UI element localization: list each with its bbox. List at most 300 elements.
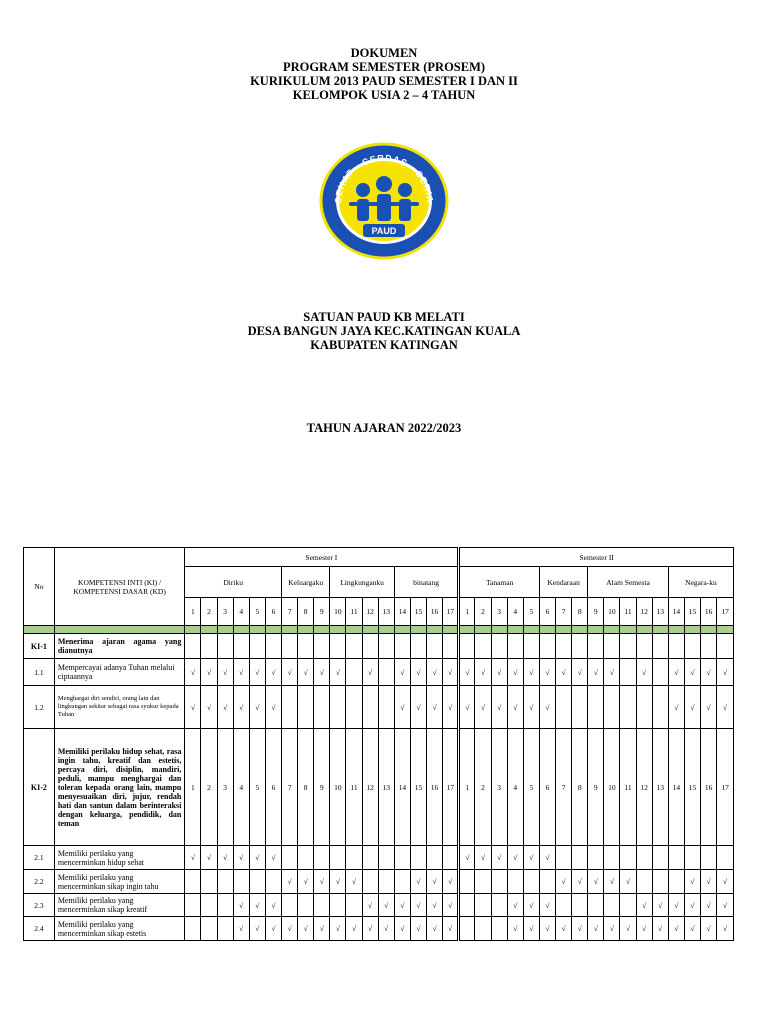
week-number: 11	[346, 729, 362, 846]
empty-cell	[491, 634, 507, 659]
check-mark: √	[217, 686, 233, 729]
separator-cell	[475, 626, 491, 634]
empty-cell	[620, 846, 636, 870]
week-number: 14	[668, 729, 684, 846]
check-mark: √	[346, 870, 362, 894]
check-mark: √	[314, 659, 330, 686]
check-mark: √	[410, 870, 426, 894]
empty-cell	[265, 870, 281, 894]
check-mark: √	[588, 917, 604, 941]
week-number: 17	[717, 598, 734, 626]
check-mark: √	[378, 894, 394, 917]
separator-cell	[427, 626, 443, 634]
empty-cell	[717, 634, 734, 659]
empty-cell	[491, 917, 507, 941]
empty-cell	[378, 659, 394, 686]
empty-cell	[539, 870, 555, 894]
empty-cell	[523, 634, 539, 659]
check-mark: √	[330, 917, 346, 941]
table-row	[24, 846, 734, 870]
check-mark: √	[427, 917, 443, 941]
table-row	[24, 917, 734, 941]
empty-cell	[217, 894, 233, 917]
check-mark: √	[394, 659, 410, 686]
separator-cell	[249, 626, 265, 634]
check-mark: √	[507, 686, 523, 729]
institution-line: SATUAN PAUD KB MELATI	[303, 310, 465, 324]
week-number: 12	[636, 598, 652, 626]
week-number: 14	[394, 729, 410, 846]
empty-cell	[572, 846, 588, 870]
empty-cell	[394, 634, 410, 659]
check-mark: √	[249, 917, 265, 941]
table-row	[24, 729, 734, 846]
check-mark: √	[265, 894, 281, 917]
check-mark: √	[507, 846, 523, 870]
check-mark: √	[249, 659, 265, 686]
week-number: 9	[588, 598, 604, 626]
week-number: 10	[330, 598, 346, 626]
check-mark: √	[539, 894, 555, 917]
empty-cell	[282, 686, 298, 729]
empty-cell	[314, 634, 330, 659]
institution-line: DESA BANGUN JAYA KEC.KATINGAN KUALA	[247, 324, 521, 338]
empty-cell	[346, 894, 362, 917]
empty-cell	[636, 634, 652, 659]
separator-cell	[54, 626, 185, 634]
empty-cell	[604, 634, 620, 659]
check-mark: √	[410, 894, 426, 917]
separator-cell	[717, 626, 734, 634]
week-number: 4	[233, 598, 249, 626]
check-mark: √	[410, 917, 426, 941]
separator-cell	[233, 626, 249, 634]
empty-cell	[588, 634, 604, 659]
week-number: 5	[523, 729, 539, 846]
row-number: 1.1	[24, 659, 55, 686]
separator-cell	[265, 626, 281, 634]
empty-cell	[556, 894, 572, 917]
check-mark: √	[475, 659, 491, 686]
theme-header: Diriku	[185, 567, 282, 598]
check-mark: √	[185, 686, 201, 729]
empty-cell	[314, 894, 330, 917]
week-number: 11	[620, 729, 636, 846]
week-number: 2	[475, 598, 491, 626]
separator-cell	[588, 626, 604, 634]
empty-cell	[604, 894, 620, 917]
empty-cell	[475, 894, 491, 917]
empty-cell	[588, 894, 604, 917]
check-mark: √	[668, 917, 684, 941]
check-mark: √	[427, 659, 443, 686]
col-no-header: No	[24, 548, 55, 626]
week-number: 5	[523, 598, 539, 626]
week-number: 12	[636, 729, 652, 846]
competency-text: Memiliki perilaku yang mencerminkan sikap ingin tahu	[54, 870, 185, 894]
week-number: 10	[604, 598, 620, 626]
week-number: 5	[249, 729, 265, 846]
separator-cell	[298, 626, 314, 634]
check-mark: √	[507, 917, 523, 941]
empty-cell	[668, 870, 684, 894]
separator-cell	[507, 626, 523, 634]
week-number: 15	[684, 729, 700, 846]
check-mark: √	[668, 894, 684, 917]
week-number: 16	[701, 729, 717, 846]
week-number: 1	[185, 598, 201, 626]
check-mark: √	[717, 894, 734, 917]
check-mark: √	[556, 917, 572, 941]
separator-row	[24, 626, 734, 634]
empty-cell	[282, 846, 298, 870]
check-mark: √	[265, 659, 281, 686]
empty-cell	[298, 634, 314, 659]
competency-text: Memiliki perilaku yang mencerminkan hidup sehat	[54, 846, 185, 870]
check-mark: √	[556, 870, 572, 894]
check-mark: √	[185, 846, 201, 870]
check-mark: √	[572, 870, 588, 894]
week-number: 16	[701, 598, 717, 626]
check-mark: √	[652, 894, 668, 917]
check-mark: √	[330, 870, 346, 894]
check-mark: √	[249, 846, 265, 870]
check-mark: √	[346, 917, 362, 941]
week-number: 10	[604, 729, 620, 846]
check-mark: √	[443, 686, 459, 729]
empty-cell	[298, 846, 314, 870]
empty-cell	[346, 846, 362, 870]
check-mark: √	[282, 659, 298, 686]
institution-block	[0, 310, 768, 352]
empty-cell	[185, 917, 201, 941]
check-mark: √	[314, 870, 330, 894]
check-mark: √	[636, 917, 652, 941]
separator-cell	[201, 626, 217, 634]
row-number: 2.3	[24, 894, 55, 917]
separator-cell	[362, 626, 378, 634]
check-mark: √	[201, 659, 217, 686]
check-mark: √	[443, 917, 459, 941]
empty-cell	[362, 686, 378, 729]
check-mark: √	[298, 870, 314, 894]
separator-cell	[410, 626, 426, 634]
competency-text: Menerima ajaran agama yang dianutnya	[54, 634, 185, 659]
check-mark: √	[523, 846, 539, 870]
empty-cell	[427, 634, 443, 659]
empty-cell	[362, 634, 378, 659]
check-mark: √	[684, 659, 700, 686]
check-mark: √	[668, 659, 684, 686]
check-mark: √	[475, 846, 491, 870]
theme-header: Alam Semesta	[588, 567, 669, 598]
week-number: 9	[588, 729, 604, 846]
empty-cell	[443, 634, 459, 659]
empty-cell	[475, 870, 491, 894]
empty-cell	[572, 894, 588, 917]
week-number: 8	[572, 598, 588, 626]
empty-cell	[475, 634, 491, 659]
empty-cell	[491, 870, 507, 894]
table-row	[24, 870, 734, 894]
check-mark: √	[459, 846, 475, 870]
row-number: 1.2	[24, 686, 55, 729]
check-mark: √	[298, 917, 314, 941]
check-mark: √	[459, 659, 475, 686]
theme-header: Negara-ku	[668, 567, 733, 598]
empty-cell	[249, 870, 265, 894]
week-number: 7	[556, 729, 572, 846]
header-line: KURIKULUM 2013 PAUD SEMESTER I DAN II	[250, 74, 518, 88]
empty-cell	[346, 634, 362, 659]
check-mark: √	[314, 917, 330, 941]
check-mark: √	[507, 894, 523, 917]
empty-cell	[314, 846, 330, 870]
empty-cell	[604, 686, 620, 729]
empty-cell	[556, 634, 572, 659]
check-mark: √	[491, 659, 507, 686]
theme-header: Keluargaku	[282, 567, 330, 598]
check-mark: √	[201, 686, 217, 729]
empty-cell	[378, 686, 394, 729]
check-mark: √	[523, 894, 539, 917]
paud-logo	[319, 142, 449, 260]
week-number: 13	[652, 729, 668, 846]
row-number: 2.1	[24, 846, 55, 870]
empty-cell	[636, 870, 652, 894]
check-mark: √	[572, 659, 588, 686]
empty-cell	[330, 634, 346, 659]
empty-cell	[717, 846, 734, 870]
separator-cell	[282, 626, 298, 634]
check-mark: √	[443, 894, 459, 917]
week-number: 1	[185, 729, 201, 846]
competency-text: Memiliki perilaku yang mencerminkan sikap estetis	[54, 917, 185, 941]
check-mark: √	[604, 917, 620, 941]
separator-cell	[346, 626, 362, 634]
check-mark: √	[233, 917, 249, 941]
check-mark: √	[636, 659, 652, 686]
check-mark: √	[459, 686, 475, 729]
empty-cell	[620, 894, 636, 917]
empty-cell	[217, 634, 233, 659]
empty-cell	[346, 659, 362, 686]
empty-cell	[249, 634, 265, 659]
empty-cell	[378, 634, 394, 659]
empty-cell	[620, 686, 636, 729]
separator-cell	[330, 626, 346, 634]
check-mark: √	[394, 894, 410, 917]
empty-cell	[556, 686, 572, 729]
empty-cell	[620, 659, 636, 686]
theme-header: Tanaman	[459, 567, 540, 598]
empty-cell	[330, 894, 346, 917]
empty-cell	[652, 634, 668, 659]
check-mark: √	[491, 846, 507, 870]
week-number: 12	[362, 598, 378, 626]
empty-cell	[636, 846, 652, 870]
week-number: 7	[556, 598, 572, 626]
week-number: 9	[314, 729, 330, 846]
week-number: 15	[684, 598, 700, 626]
check-mark: √	[539, 686, 555, 729]
check-mark: √	[684, 870, 700, 894]
separator-cell	[185, 626, 201, 634]
check-mark: √	[684, 686, 700, 729]
empty-cell	[185, 870, 201, 894]
check-mark: √	[410, 686, 426, 729]
empty-cell	[282, 894, 298, 917]
empty-cell	[539, 634, 555, 659]
check-mark: √	[620, 870, 636, 894]
separator-cell	[620, 626, 636, 634]
empty-cell	[701, 634, 717, 659]
check-mark: √	[362, 659, 378, 686]
empty-cell	[233, 634, 249, 659]
check-mark: √	[265, 686, 281, 729]
empty-cell	[410, 846, 426, 870]
week-number: 13	[378, 729, 394, 846]
check-mark: √	[572, 917, 588, 941]
separator-cell	[459, 626, 475, 634]
week-number: 6	[539, 598, 555, 626]
col-kompetensi-header: KOMPETENSI INTI (KI) / KOMPETENSI DASAR (KD)	[54, 548, 185, 626]
empty-cell	[378, 846, 394, 870]
empty-cell	[314, 686, 330, 729]
check-mark: √	[636, 894, 652, 917]
empty-cell	[684, 634, 700, 659]
header-line: DOKUMEN	[350, 46, 418, 60]
empty-cell	[459, 870, 475, 894]
check-mark: √	[556, 659, 572, 686]
empty-cell	[185, 634, 201, 659]
empty-cell	[668, 634, 684, 659]
empty-cell	[652, 870, 668, 894]
empty-cell	[475, 917, 491, 941]
week-number: 1	[459, 598, 475, 626]
check-mark: √	[362, 894, 378, 917]
week-number: 5	[249, 598, 265, 626]
check-mark: √	[427, 894, 443, 917]
logo-label: PAUD	[371, 226, 397, 236]
check-mark: √	[684, 917, 700, 941]
empty-cell	[652, 846, 668, 870]
check-mark: √	[233, 894, 249, 917]
check-mark: √	[185, 659, 201, 686]
week-number: 13	[378, 598, 394, 626]
separator-cell	[523, 626, 539, 634]
check-mark: √	[604, 870, 620, 894]
row-number: KI-1	[24, 634, 55, 659]
check-mark: √	[684, 894, 700, 917]
separator-cell	[491, 626, 507, 634]
check-mark: √	[701, 870, 717, 894]
check-mark: √	[298, 659, 314, 686]
separator-cell	[394, 626, 410, 634]
table-row	[24, 659, 734, 686]
week-number: 1	[459, 729, 475, 846]
row-number: KI-2	[24, 729, 55, 846]
separator-cell	[24, 626, 55, 634]
check-mark: √	[217, 659, 233, 686]
empty-cell	[427, 846, 443, 870]
check-mark: √	[717, 870, 734, 894]
check-mark: √	[201, 846, 217, 870]
check-mark: √	[701, 917, 717, 941]
empty-cell	[185, 894, 201, 917]
empty-cell	[330, 846, 346, 870]
check-mark: √	[394, 917, 410, 941]
check-mark: √	[620, 917, 636, 941]
separator-cell	[378, 626, 394, 634]
theme-header: Kendaraan	[539, 567, 587, 598]
separator-cell	[572, 626, 588, 634]
week-number: 12	[362, 729, 378, 846]
week-number: 15	[410, 729, 426, 846]
empty-cell	[507, 870, 523, 894]
check-mark: √	[539, 659, 555, 686]
check-mark: √	[475, 686, 491, 729]
week-number: 6	[265, 729, 281, 846]
empty-cell	[507, 634, 523, 659]
check-mark: √	[410, 659, 426, 686]
week-number: 15	[410, 598, 426, 626]
check-mark: √	[282, 870, 298, 894]
week-number: 8	[298, 729, 314, 846]
empty-cell	[459, 917, 475, 941]
week-number: 3	[491, 729, 507, 846]
week-number: 13	[652, 598, 668, 626]
week-number: 3	[217, 729, 233, 846]
check-mark: √	[233, 659, 249, 686]
competency-text: Memiliki perilaku hidup sehat, rasa ingin tahu, kreatif dan estetis, percaya diri, disiplin, mandiri, peduli, mampu menghargai dan toleran kepada orang lain, mampu menyesuaikan diri, jujur, rendah hati dan santun dalam berinteraksi dengan keluarga, pendidik, dan teman	[54, 729, 185, 846]
table-row	[24, 686, 734, 729]
week-number: 6	[265, 598, 281, 626]
check-mark: √	[604, 659, 620, 686]
separator-cell	[652, 626, 668, 634]
check-mark: √	[362, 917, 378, 941]
row-number: 2.4	[24, 917, 55, 941]
check-mark: √	[539, 917, 555, 941]
week-number: 3	[217, 598, 233, 626]
check-mark: √	[507, 659, 523, 686]
week-number: 8	[298, 598, 314, 626]
week-number: 10	[330, 729, 346, 846]
check-mark: √	[701, 659, 717, 686]
academic-year: TAHUN AJARAN 2022/2023	[306, 421, 462, 435]
institution-line: KABUPATEN KATINGAN	[310, 338, 458, 352]
competency-text: Menghargai diri sendiri, orang lain dan lingkungan sekitar sebagai rasa syukur kepada Tuhan	[54, 686, 185, 729]
empty-cell	[282, 634, 298, 659]
empty-cell	[217, 870, 233, 894]
empty-cell	[394, 846, 410, 870]
check-mark: √	[668, 686, 684, 729]
empty-cell	[378, 870, 394, 894]
competency-text: Memiliki perilaku yang mencerminkan sikap kreatif	[54, 894, 185, 917]
empty-cell	[620, 634, 636, 659]
separator-cell	[684, 626, 700, 634]
check-mark: √	[394, 686, 410, 729]
header-line: PROGRAM SEMESTER (PROSEM)	[282, 60, 486, 74]
week-number: 14	[668, 598, 684, 626]
week-number: 6	[539, 729, 555, 846]
empty-cell	[701, 846, 717, 870]
separator-cell	[604, 626, 620, 634]
document-header	[0, 46, 768, 102]
week-number: 2	[475, 729, 491, 846]
check-mark: √	[427, 686, 443, 729]
empty-cell	[394, 870, 410, 894]
